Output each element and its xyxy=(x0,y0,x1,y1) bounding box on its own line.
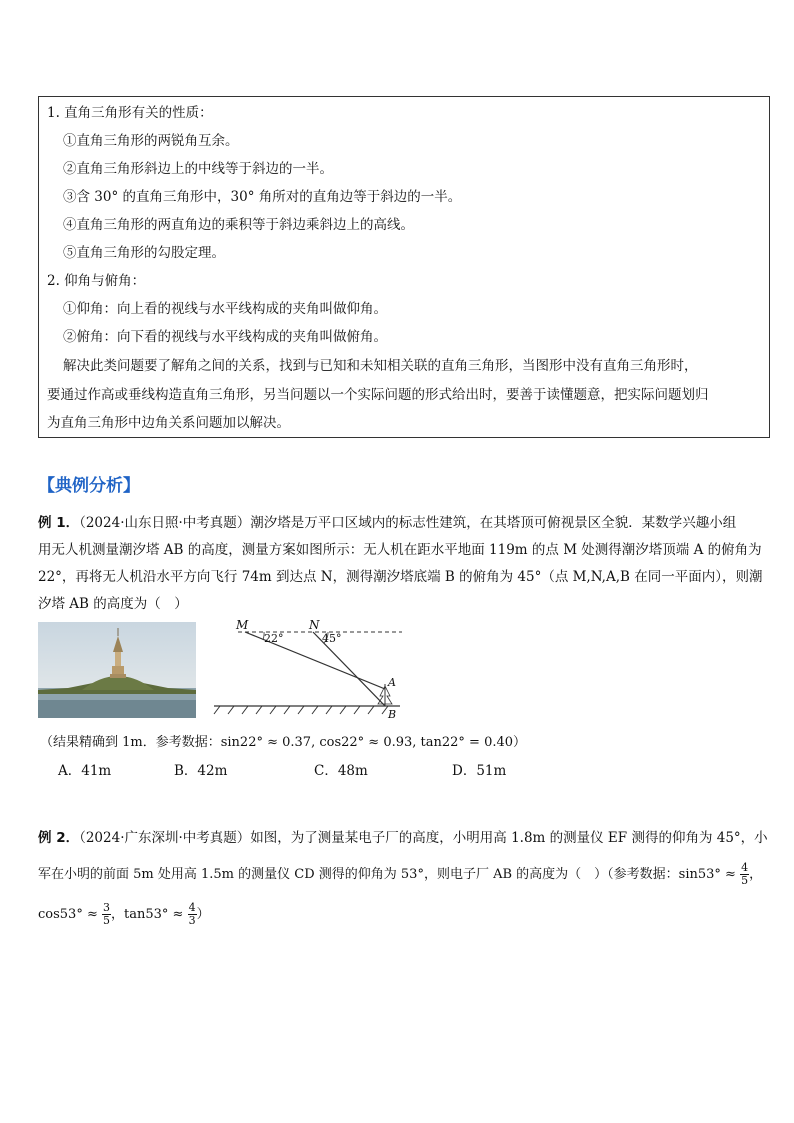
summary-line-1: 解决此类问题要了解角之间的关系，找到与已知和未知相关联的直角三角形，当图形中没有直角三角形时， xyxy=(63,358,698,374)
label-N: N xyxy=(309,618,320,632)
trailing-comma: ， xyxy=(749,867,763,882)
example2-line-1 xyxy=(38,826,768,846)
example1-option-b: B．42m xyxy=(174,763,228,779)
item2-point-2: ②俯角：向下看的视线与水平线构成的夹角叫做俯角。 xyxy=(63,329,387,345)
example1-option-d: D．51m xyxy=(452,763,507,779)
item1-point-2: ②直角三角形斜边上的中线等于斜边的一半。 xyxy=(63,161,333,177)
label-B: B xyxy=(388,708,397,721)
section-heading: 【典例分析】 xyxy=(38,476,140,496)
angle-diagram xyxy=(212,614,406,724)
example1-text-1: （2024·山东日照·中考真题）潮汐塔是万平口区域内的标志性建筑，在其塔顶可俯视景区全貌．某数学兴趣小组 xyxy=(79,515,737,531)
tan53-numerator: 4 xyxy=(188,901,196,914)
cos53-text: cos53° ≈ xyxy=(38,907,98,922)
closing-paren: ） xyxy=(196,907,210,922)
sin53-denominator: 5 xyxy=(741,874,749,887)
example2-text-1: （2024·广东深圳·中考真题）如图，为了测量某电子厂的高度，小明用高 1.8m 的测量仪 EF 测得的仰角为 45°，小 xyxy=(79,830,768,846)
cos53-denominator: 5 xyxy=(103,914,110,927)
item1-title: 1. 直角三角形有关的性质： xyxy=(47,105,213,121)
sin53-numerator: 4 xyxy=(741,861,749,874)
item1-point-4: ④直角三角形的两直角边的乘积等于斜边乘斜边上的高线。 xyxy=(63,217,414,233)
sin53-fraction xyxy=(740,862,749,887)
cos53-numerator: 3 xyxy=(103,901,110,914)
angle-22-label: 22° xyxy=(264,632,284,645)
example1-line-4: 汐塔 AB 的高度为（ ） xyxy=(38,596,188,612)
example2-line-3 xyxy=(38,902,210,927)
angle-45-label: 45° xyxy=(322,632,342,645)
example2-line-2 xyxy=(38,862,762,887)
example2-label: 例 2． xyxy=(38,830,80,846)
summary-line-2: 要通过作高或垂线构造直角三角形，另当问题以一个实际问题的形式给出时，要善于读懂题意，把实际问题划归 xyxy=(47,387,709,403)
item1-point-3: ③含 30° 的直角三角形中，30° 角所对的直角边等于斜边的一半。 xyxy=(63,189,462,205)
label-M: M xyxy=(236,618,249,632)
item1-point-5: ⑤直角三角形的勾股定理。 xyxy=(63,245,225,261)
tan53-denominator: 3 xyxy=(188,914,196,927)
tidal-tower-photo xyxy=(38,622,196,718)
example1-option-c: C．48m xyxy=(314,763,368,779)
example1-note: （结果精确到 1m．参考数据：sin22° ≈ 0.37, cos22° ≈ 0.93, tan22° = 0.40） xyxy=(40,735,527,750)
item1-point-1: ①直角三角形的两锐角互余。 xyxy=(63,133,239,149)
item2-point-1: ①仰角：向上看的视线与水平线构成的夹角叫做仰角。 xyxy=(63,301,387,317)
example1-label: 例 1． xyxy=(38,515,80,531)
example1-line-3: 22°，再将无人机沿水平方向飞行 74m 到达点 N，测得潮汐塔底端 B 的俯角为 45°（点 M,N,A,B 在同一平面内），则潮 xyxy=(38,569,763,585)
tan53-fraction xyxy=(188,902,197,927)
item2-title: 2. 仰角与俯角： xyxy=(47,273,146,289)
example2-text-2: 军在小明的前面 5m 处用高 1.5m 的测量仪 CD 测得的仰角为 53°，则电子厂 AB 的高度为（ ）（参考数据：sin53° ≈ xyxy=(38,867,736,882)
example1-option-a: A．41m xyxy=(58,763,112,779)
example1-line-1 xyxy=(38,511,736,531)
example1-line-2: 用无人机测量潮汐塔 AB 的高度，测量方案如图所示：无人机在距水平地面 119m 的点 M 处测得潮汐塔顶端 A 的俯角为 xyxy=(38,542,762,558)
summary-line-3: 为直角三角形中边角关系问题加以解决。 xyxy=(47,415,290,431)
tan53-text: ，tan53° ≈ xyxy=(111,907,184,922)
properties-box xyxy=(38,96,770,438)
cos53-fraction xyxy=(102,902,111,927)
label-A: A xyxy=(388,676,396,689)
